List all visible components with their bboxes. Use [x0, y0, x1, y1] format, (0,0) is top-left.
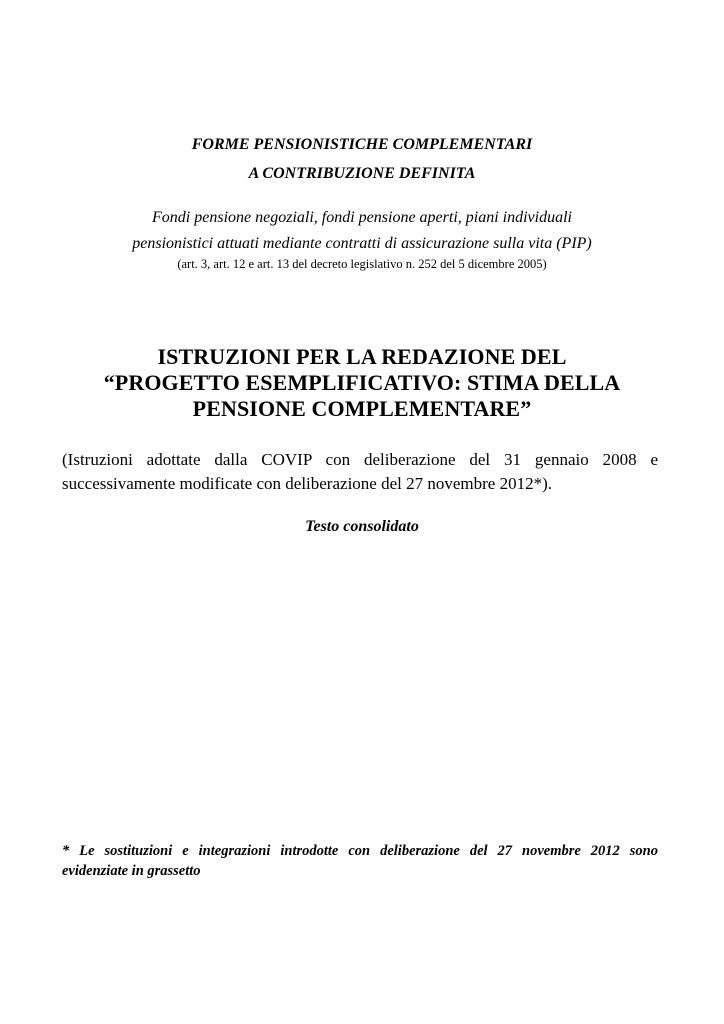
- header-line-1: FORME PENSIONISTICHE COMPLEMENTARI: [191, 136, 533, 153]
- adoption-line-1: (Istruzioni adottate dalla COVIP con deliberazione del 31 gennaio 2008 e: [62, 450, 658, 469]
- subtitle-line-1: Fondi pensione negoziali, fondi pensione aperti, piani individuali: [152, 209, 572, 226]
- legal-reference: (art. 3, art. 12 e art. 13 del decreto legislativo n. 252 del 5 dicembre 2005): [177, 257, 547, 271]
- title-line-2: “PROGETTO ESEMPLIFICATIVO: STIMA DELLA: [103, 370, 621, 395]
- adoption-line-2: successivamente modificate con deliberazione del 27 novembre 2012*).: [62, 474, 552, 493]
- footnote-line-1: * Le sostituzioni e integrazioni introdotte con deliberazione del 27 novembre 2012 sono: [62, 843, 658, 859]
- footnote-line-2: evidenziate in grassetto: [62, 863, 201, 879]
- title-line-3: PENSIONE COMPLEMENTARE”: [192, 396, 532, 421]
- title-line-1: ISTRUZIONI PER LA REDAZIONE DEL: [157, 344, 567, 369]
- header-line-2: A CONTRIBUZIONE DEFINITA: [248, 165, 476, 182]
- subtitle-line-2: pensionistici attuati mediante contratti di assicurazione sulla vita (PIP): [132, 235, 592, 252]
- consolidated-text-label: Testo consolidato: [305, 518, 419, 535]
